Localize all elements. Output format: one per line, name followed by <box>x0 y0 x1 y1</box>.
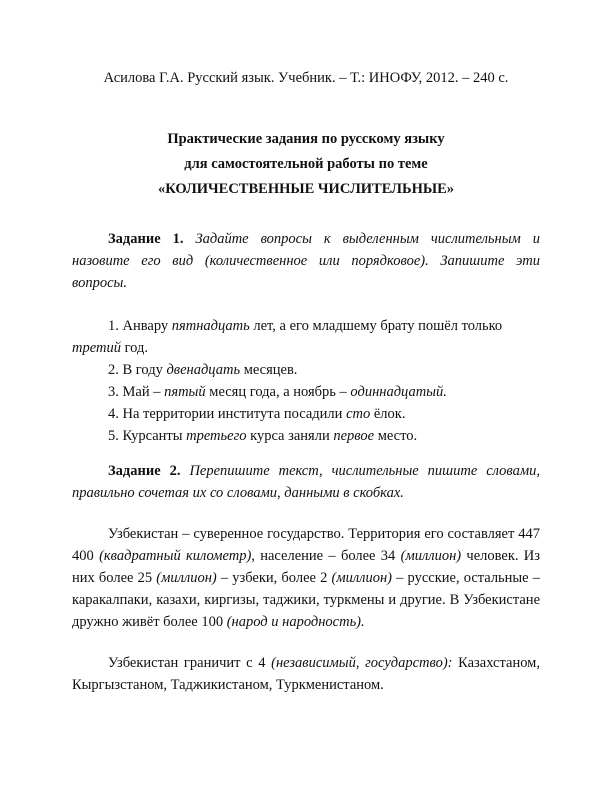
list-item <box>108 359 540 381</box>
page-title <box>0 127 612 202</box>
text-span: ёлок. <box>370 406 406 422</box>
title-line-2: для самостоятельной работы по теме <box>184 156 428 172</box>
task-2-label: Задание 2. <box>108 463 181 479</box>
text-span: курса заняли <box>246 428 334 444</box>
text-span: Казахстаном, Кыргызстаном, Таджикистаном, Туркменистаном. <box>72 655 540 693</box>
task-2-instruction: Перепишите текст, числительные пишите словами, правильно сочетая их со словами, данными в скобках. <box>72 463 540 501</box>
list-item <box>108 381 540 403</box>
highlighted-word: (независимый, государство): <box>271 655 453 671</box>
highlighted-word: (миллион) <box>331 570 392 586</box>
task-1 <box>72 228 540 294</box>
text-span: Курсанты <box>122 428 187 444</box>
highlighted-word: (квадратный километр) <box>99 548 252 564</box>
text-span: Май – <box>122 384 165 400</box>
list-item <box>108 403 540 425</box>
text-span: – русские, остальные – каракалпаки, казахи, киргизы, таджики, туркмены и другие. В Узбекистане дружно живёт более 100 <box>72 570 540 630</box>
task-2 <box>72 460 540 504</box>
text-span: лет, а его младшему брату пошёл только <box>249 318 503 334</box>
title-line-3: «КОЛИЧЕСТВЕННЫЕ ЧИСЛИТЕЛЬНЫЕ» <box>157 181 455 197</box>
text-span: Узбекистан граничит с 4 <box>108 655 272 671</box>
list-number: 2. <box>108 362 123 378</box>
text-span: – узбеки, более 2 <box>216 570 332 586</box>
sentence-list <box>72 315 540 447</box>
highlighted-word: сто <box>346 406 371 422</box>
highlighted-word: пятый <box>164 384 206 400</box>
list-number: 3. <box>108 384 123 400</box>
task-1-label: Задание 1. <box>108 231 184 247</box>
highlighted-word: (миллион) <box>156 570 217 586</box>
text-span: , население – более 34 <box>251 548 401 564</box>
highlighted-word: двенадцать <box>166 362 241 378</box>
text-span: месяц года, а ноябрь – <box>205 384 351 400</box>
list-item-continuation <box>72 337 504 359</box>
text-paragraph-1 <box>72 523 540 633</box>
text-span: В году <box>122 362 167 378</box>
text-span: Узбекистан – суверенное государство. Территория его составляет 447 400 <box>72 526 540 564</box>
highlighted-word: одиннадцатый. <box>350 384 447 400</box>
text-span: Анвару <box>122 318 172 334</box>
list-number: 1. <box>108 318 123 334</box>
text-span: человек. Из них более 25 <box>72 548 541 586</box>
task-1-instruction: Задайте вопросы к выделенным числительным и назовите его вид (количественное или порядковое). Запишите эти вопросы. <box>72 231 540 291</box>
text-span: На территории института посадили <box>122 406 347 422</box>
highlighted-word: пятнадцать <box>171 318 250 334</box>
citation: Асилова Г.А. Русский язык. Учебник. – Т.: ИНОФУ, 2012. – 240 с. <box>103 70 509 86</box>
text-span: место. <box>374 428 418 444</box>
list-number: 5. <box>108 428 123 444</box>
highlighted-word: третий <box>72 340 121 356</box>
text-span: год. <box>120 340 148 356</box>
list-number: 4. <box>108 406 123 422</box>
highlighted-word: первое <box>333 428 375 444</box>
highlighted-word: (народ и народность). <box>226 614 365 630</box>
text-paragraph-2 <box>72 652 540 696</box>
highlighted-word: (миллион) <box>400 548 462 564</box>
title-line-1: Практические задания по русскому языку <box>167 131 445 147</box>
list-item <box>108 425 540 447</box>
list-item <box>108 315 540 337</box>
highlighted-word: третьего <box>186 428 247 444</box>
text-span: месяцев. <box>240 362 298 378</box>
